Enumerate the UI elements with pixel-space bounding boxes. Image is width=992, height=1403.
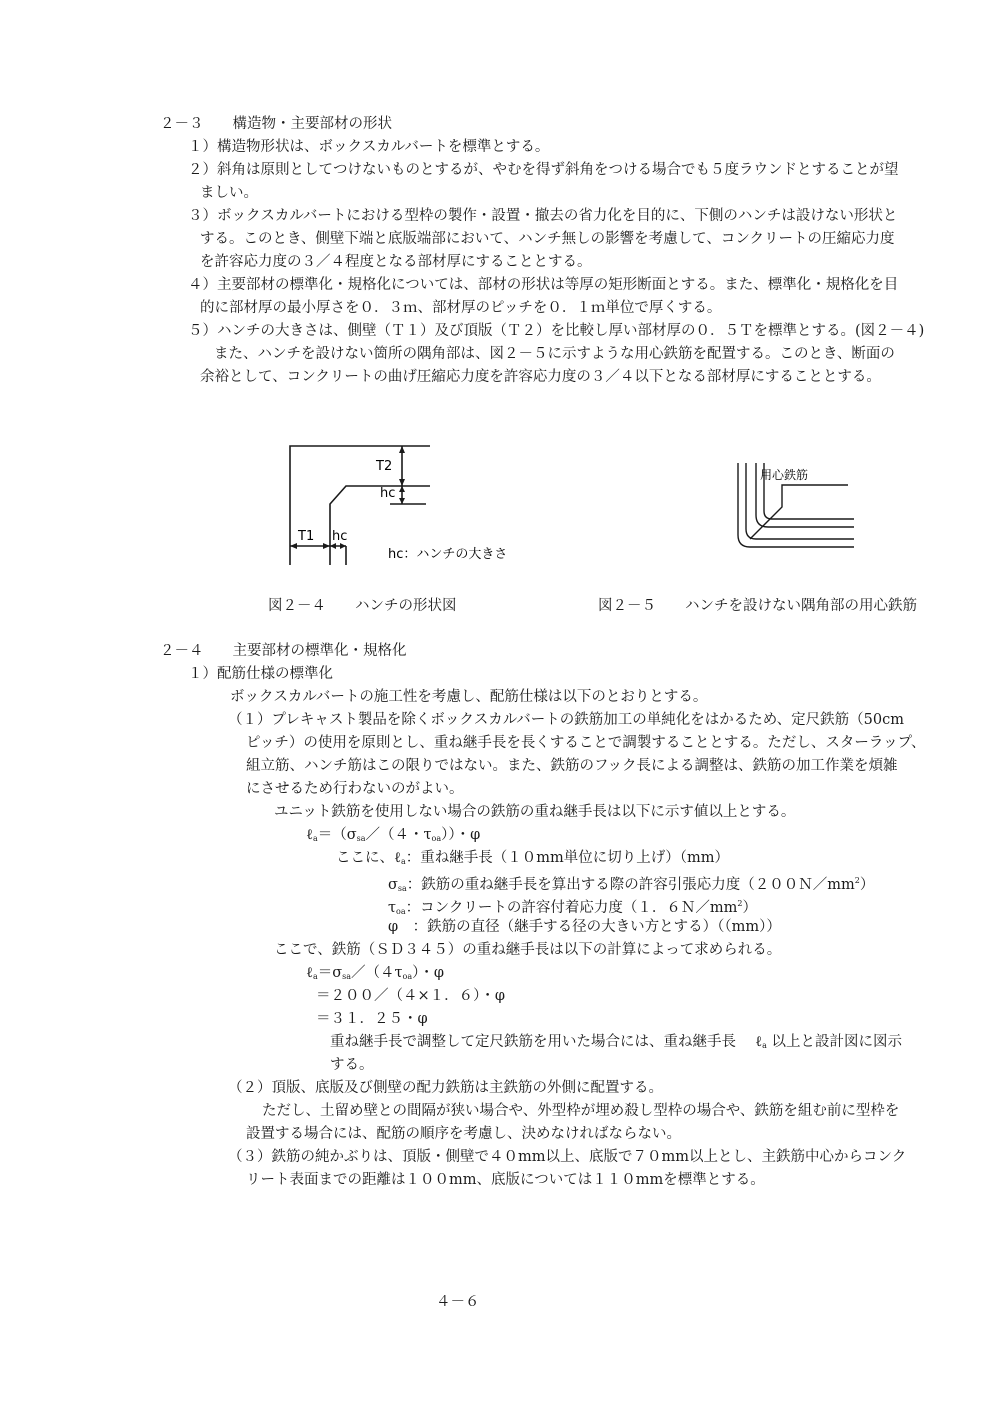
calc-line-3: ＝３１．２５・φ bbox=[316, 1011, 428, 1027]
item-5-line-3: 余裕として、コンクリートの曲げ圧縮応力度を許容応力度の３／４以下となる部材厚にすることとする。 bbox=[200, 369, 881, 385]
item-5-line-2: また、ハンチを設けない箇所の隅角部は、図２－５に示すような用心鉄筋を配置する。このとき、断面の bbox=[214, 346, 895, 362]
definition-tau: $\tau_{oa}$：コンクリートの許容付着応力度（１．$6N/mm^2$） bbox=[388, 899, 757, 916]
definition-phi: φ ：鉄筋の直径（継手する径の大きい方とする）（（mm）） bbox=[388, 919, 781, 935]
item-2-line-1: ２）斜角は原則としてつけないものとするが、やむを得ず斜角をつける場合でも５度ラウンドとすることが望 bbox=[188, 162, 899, 178]
t1-label: T1 bbox=[298, 529, 315, 544]
section-heading-2-3: ２－３ 構造物・主要部材の形状 bbox=[160, 116, 392, 132]
calc-line-1: $\ell_a=\sigma_{sa}/(4\tau_{oa})$・φ bbox=[306, 965, 445, 981]
definition-sigma: $\sigma_{sa}$：鉄筋の重ね継手長を算出する際の許容引張応力度$(200N/mm^2)$ bbox=[388, 876, 875, 893]
subheading-rebar-spec: １）配筋仕様の標準化 bbox=[188, 666, 333, 682]
t2-label: T2 bbox=[376, 459, 393, 474]
para-2-line-2: ただし、土留め壁との間隔が狭い場合や、外型枠が埋め殺し型枠の場合や、鉄筋を組む前に型枠を bbox=[262, 1103, 900, 1119]
para-1-line-3: 組立筋、ハンチ筋はこの限りではない。また、鉄筋のフック長による調整は、鉄筋の加工作業を煩雑 bbox=[246, 758, 898, 774]
item-3-line-3: を許容応力度の３／４程度となる部材厚にすることとする。 bbox=[200, 254, 592, 270]
calc-note-line-2: する。 bbox=[330, 1057, 374, 1073]
unit-rebar-note: ユニット鉄筋を使用しない場合の鉄筋の重ね継手長は以下に示す値以上とする。 bbox=[274, 804, 796, 820]
page-number: ４－６ bbox=[436, 1294, 480, 1310]
item-3-line-1: ３）ボックスカルバートにおける型枠の製作・設置・撤去の省力化を目的に、下側のハンチは設けない形状と bbox=[188, 208, 898, 224]
item-2-line-2: ましい。 bbox=[200, 185, 258, 201]
figure-2-4-haunch-diagram bbox=[268, 430, 538, 580]
definition-la: ここに、ℓ$_a$：重ね継手長（１０mm単位に切り上げ）（mm） bbox=[336, 850, 729, 866]
para-2-line-3: 設置する場合には、配筋の順序を考慮し、決めなければならない。 bbox=[246, 1126, 681, 1142]
item-4-line-2: 的に部材厚の最小厚さを０．３ｍ、部材厚のピッチを０．１ｍ単位で厚くする。 bbox=[200, 300, 722, 316]
section-heading-2-4: ２－４ 主要部材の標準化・規格化 bbox=[160, 643, 407, 659]
figure-2-5-caption: 図２－５ ハンチを設けない隅角部の用心鉄筋 bbox=[598, 598, 917, 614]
corner-bar-label: 用心鉄筋 bbox=[760, 468, 809, 482]
para-2-line-1: （２）頂版、底版及び側壁の配力鉄筋は主鉄筋の外側に配置する。 bbox=[228, 1080, 663, 1096]
calc-note-line-1: 重ね継手長で調整して定尺鉄筋を用いた場合には、重ね継手長 ℓ$_a$ 以上と設計図に図示 bbox=[330, 1034, 902, 1050]
calc-line-2: ＝２００／（４×１．６）・φ bbox=[316, 988, 506, 1004]
item-1: １）構造物形状は、ボックスカルバートを標準とする。 bbox=[188, 139, 550, 155]
hc-label-vertical: hc bbox=[380, 486, 396, 501]
para-1-line-1: （１）プレキャスト製品を除くボックスカルバートの鉄筋加工の単純化をはかるため、定尺鉄筋（50cm bbox=[228, 712, 904, 728]
figure-2-5-corner-rebar-diagram bbox=[730, 455, 860, 555]
para-3-line-1: （３）鉄筋の純かぶりは、頂版・側壁で４０mm以上、底版で７０mm以上とし、主鉄筋中心からコンク bbox=[228, 1149, 907, 1165]
para-3-line-2: リート表面までの距離は１００mm、底版については１１０mmを標準とする。 bbox=[246, 1172, 765, 1188]
hc-label-horizontal: hc bbox=[332, 529, 348, 544]
hc-legend: hc：ハンチの大きさ bbox=[388, 547, 508, 562]
item-4-line-1: ４）主要部材の標準化・規格化については、部材の形状は等厚の矩形断面とする。また、標準化・規格化を目 bbox=[188, 277, 899, 293]
calc-intro: ここで、鉄筋（ＳＤ３４５）の重ね継手長は以下の計算によって求められる。 bbox=[274, 942, 782, 958]
figure-2-4-caption: 図２－４ ハンチの形状図 bbox=[268, 598, 457, 614]
item-5-line-1: ５）ハンチの大きさは、側壁（Ｔ１）及び頂版（Ｔ２）を比較し厚い部材厚の０．５Ｔを標準とする。(図２－４) bbox=[188, 323, 925, 339]
formula-1: $\ell_a=(\sigma_{sa}/(4$・$\tau_{oa}$））・φ bbox=[306, 827, 481, 843]
para-1-line-4: にさせるため行わないのがよい。 bbox=[246, 781, 464, 797]
item-3-line-2: する。このとき、側壁下端と底版端部において、ハンチ無しの影響を考慮して、コンクリートの圧縮応力度 bbox=[200, 231, 895, 247]
rebar-spec-intro: ボックスカルバートの施工性を考慮し、配筋仕様は以下のとおりとする。 bbox=[230, 689, 708, 705]
para-1-line-2: ピッチ）の使用を原則とし、重ね継手長を長くすることで調製することとする。ただし、スターラップ、 bbox=[246, 735, 926, 751]
